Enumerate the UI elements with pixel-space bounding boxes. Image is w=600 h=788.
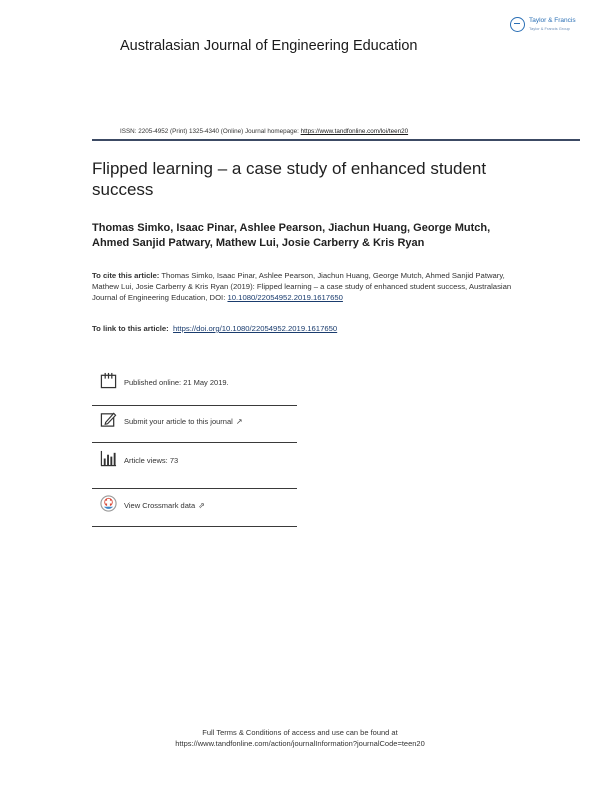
calendar-icon [100, 372, 117, 389]
published-online-text: Published online: 21 May 2019. [124, 378, 229, 387]
meta-divider [92, 488, 297, 489]
issn-line [120, 128, 408, 135]
publisher-logo[interactable] [510, 14, 590, 38]
header-divider [92, 139, 580, 141]
article-views-row[interactable] [92, 446, 297, 484]
article-authors: Thomas Simko, Isaac Pinar, Ashlee Pearson, Jiachun Huang, George Mutch, Ahmed Sanjid Patwary, Mathew Lui, Josie Carberry & Kris Ryan [92, 222, 491, 249]
external-link-icon: ↗ [235, 417, 243, 426]
footer-terms-text: Full Terms & Conditions of access and use can be found at [202, 728, 398, 737]
publisher-tagline: Taylor & Francis Group [529, 26, 570, 31]
meta-divider [92, 405, 297, 406]
crossmark-icon [100, 495, 117, 512]
meta-divider [92, 442, 297, 443]
citation-text: Thomas Simko, Isaac Pinar, Ashlee Pearson, Jiachun Huang, George Mutch, Ahmed Sanjid Patwary, Mathew Lui, Josie Carberry & Kris Ryan (2019): Flipped learning – a case study of enhanced student success, Australasian Journal of Engineering Education, DOI: [92, 271, 512, 302]
article-views-text[interactable]: Article views: 73 [124, 456, 179, 465]
external-link-icon: ⇗ [198, 501, 205, 510]
citation-block [92, 270, 512, 303]
crossmark-row[interactable] [92, 491, 297, 529]
article-link-label: To link to this article: [92, 324, 169, 333]
published-online-row [92, 368, 297, 406]
article-doi-link[interactable]: https://doi.org/10.1080/22054952.2019.1617650 [173, 324, 338, 333]
publisher-name: Taylor & Francis [529, 17, 576, 24]
meta-divider [92, 526, 297, 527]
crossmark-link[interactable]: View Crossmark data ⇗ [124, 501, 205, 510]
citation-doi-link[interactable]: 10.1080/22054952.2019.1617650 [227, 293, 343, 302]
journal-title: Australasian Journal of Engineering Education [120, 38, 418, 54]
bar-chart-icon [100, 450, 117, 467]
article-link-block [92, 324, 512, 333]
issn-text: ISSN: 2205-4952 (Print) 1325-4340 (Online) Journal homepage: [120, 128, 301, 135]
footer [0, 727, 600, 749]
article-title: Flipped learning – a case study of enhanced student success [92, 159, 487, 199]
submit-article-row[interactable] [92, 407, 297, 445]
publisher-logo-icon [510, 17, 525, 32]
citation-label: To cite this article: [92, 271, 160, 280]
submit-article-link[interactable]: Submit your article to this journal ↗ [124, 417, 243, 426]
edit-icon [100, 411, 117, 428]
footer-terms-link[interactable]: https://www.tandfonline.com/action/journalInformation?journalCode=teen20 [175, 739, 425, 748]
journal-homepage-link[interactable]: https://www.tandfonline.com/loi/teen20 [300, 128, 409, 135]
